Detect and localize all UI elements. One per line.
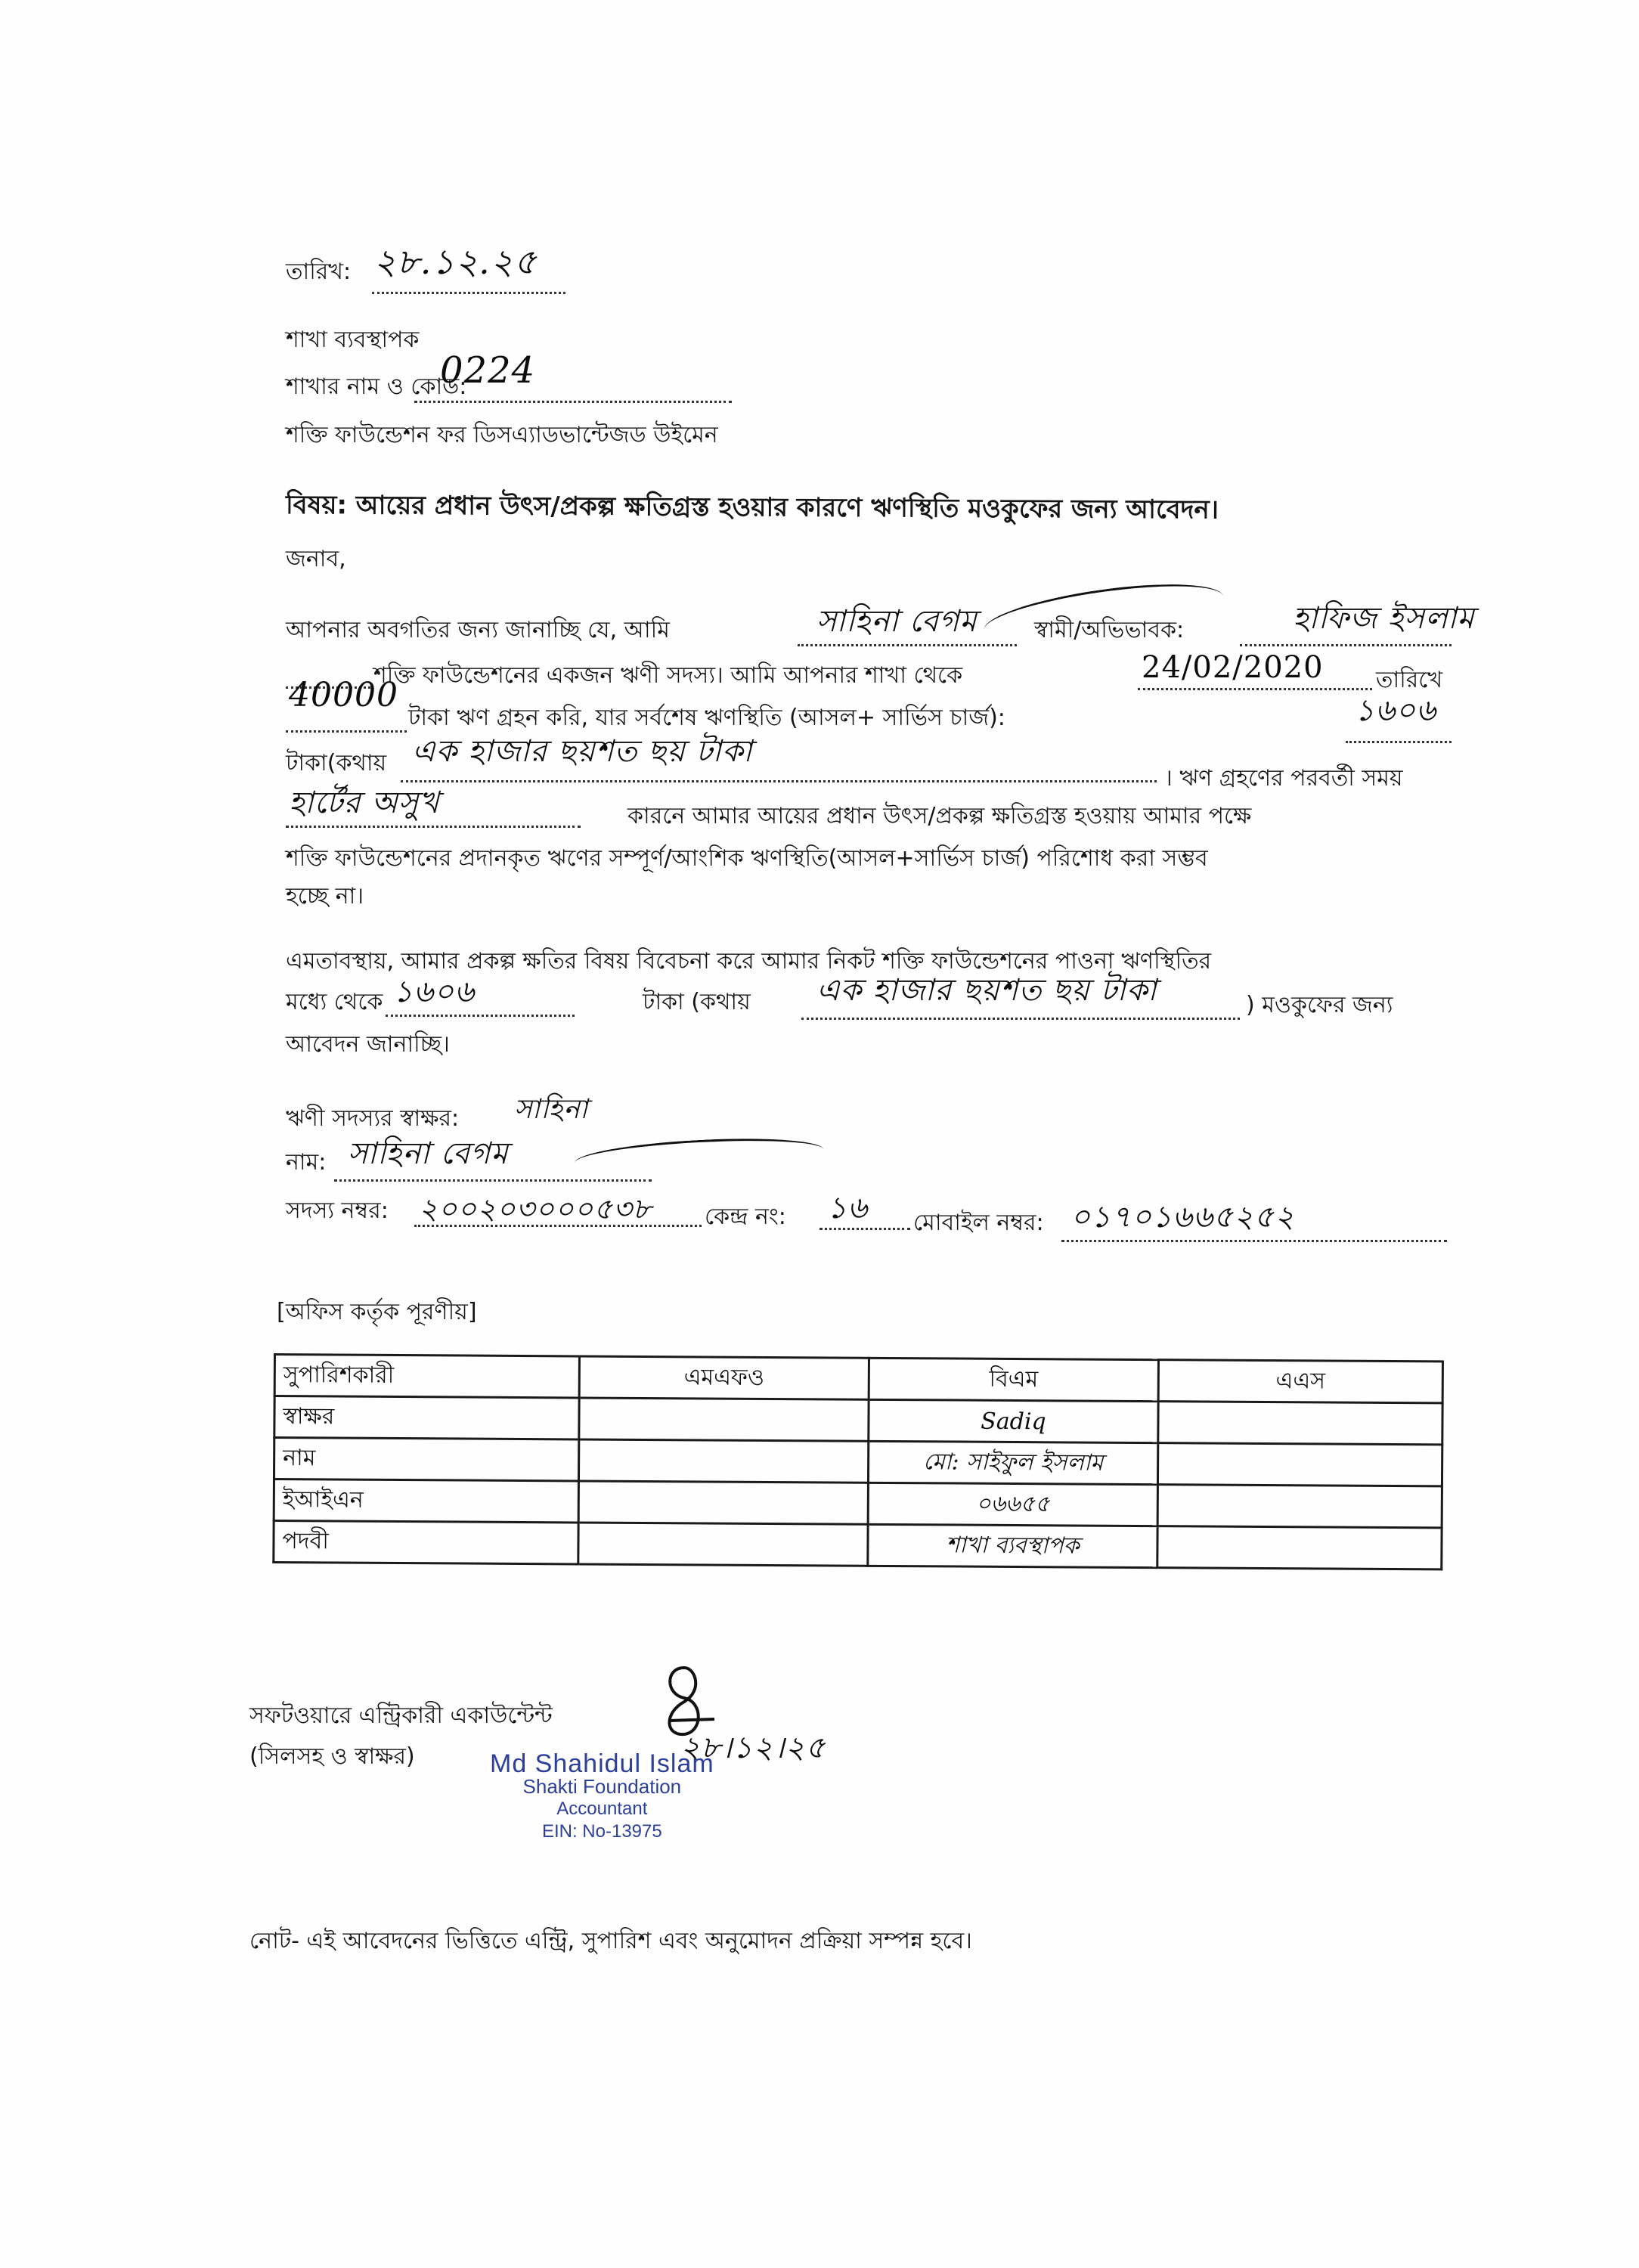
recipient-title: শাখা ব্যবস্থাপক	[286, 327, 420, 353]
mobile-label: মোবাইল নম্বর:	[913, 1210, 1044, 1236]
header-bm: বিএম	[869, 1358, 1158, 1401]
seal-signature-label: (সিলসহ ও স্বাক্ষর)	[249, 1743, 415, 1770]
waiver-amount-dots	[386, 1015, 575, 1017]
footer-note: নোট- এই আবেদনের ভিত্তিতে এন্ট্রি, সুপারিশ এবং অনুমোদন প্রক্রিয়া সম্পন্ন হবে।	[249, 1928, 972, 1954]
stamp-ein: EIN: No-13975	[541, 1821, 662, 1842]
cell-mfo-ein	[578, 1481, 868, 1524]
p1-reason-text: কারনে আমার আয়ের প্রধান উৎস/প্রকল্প ক্ষতিগ্রস্ত হওয়ায় আমার পক্ষে	[627, 803, 1252, 829]
member-signature: সাহিনা	[514, 1094, 589, 1125]
table-row	[274, 1479, 1442, 1528]
center-value: ১৬	[827, 1191, 868, 1225]
waiver-words-handwritten: এক হাজার ছয়শত ছয় টাকা	[816, 973, 1157, 1008]
p1-member-text: শক্তি ফাউন্ডেশনের একজন ঋণী সদস্য। আমি আপনার শাখা থেকে	[373, 662, 963, 689]
organization-name: শক্তি ফাউন্ডেশন ফর ডিসএ্যাডভান্টেজড উইমেন	[286, 422, 718, 448]
table-row	[274, 1521, 1442, 1569]
p1-after-words: । ঋণ গ্রহণের পরবর্তী সময়	[1164, 765, 1403, 792]
p2-after: ) মওকুফের জন্য	[1246, 992, 1393, 1018]
loan-amount-handwritten: 40000	[289, 676, 398, 714]
table-row	[274, 1396, 1442, 1445]
date-dotted-line	[372, 292, 565, 294]
office-section-title: [অফিস কর্তৃক পূরণীয়]	[277, 1299, 477, 1325]
p2-taka: টাকা (কথায়	[643, 989, 751, 1015]
cell-bm-signature: Sadiq	[869, 1399, 1158, 1442]
center-dots	[820, 1228, 910, 1230]
member-no-value: ২০০২০৩০০০৫৩৮	[419, 1192, 652, 1225]
branch-dotted-line	[414, 401, 732, 403]
member-name-handwritten: সাহিনা বেগম	[816, 604, 978, 639]
member-name-value-dots	[334, 1179, 652, 1182]
guardian-label: স্বামী/অভিভাবক:	[1034, 617, 1185, 643]
row-label-designation: পদবী	[274, 1521, 578, 1564]
cell-bm-designation: শাখা ব্যবস্থাপক	[868, 1524, 1157, 1567]
accountant-stamp	[490, 1749, 714, 1843]
cell-bm-name: মো: সাইফুল ইসলাম	[868, 1441, 1157, 1484]
outstanding-handwritten: ১৬০৬	[1355, 693, 1436, 728]
reason-dots	[286, 826, 581, 828]
date-value: ২৮.১২.২৫	[373, 241, 538, 282]
reason-handwritten: হার্টের অসুখ	[289, 785, 440, 820]
waiver-amount-handwritten: ১৬০৬	[393, 974, 475, 1009]
mobile-dots	[1061, 1240, 1447, 1242]
member-no-dots	[414, 1225, 702, 1227]
cell-mfo-designation	[578, 1523, 868, 1566]
table-header-row	[274, 1355, 1442, 1403]
table-row	[274, 1438, 1442, 1486]
branch-code: 0224	[440, 349, 536, 392]
member-no-label: সদস্য নম্বর:	[286, 1198, 389, 1224]
stamp-name: Md Shahidul Islam	[490, 1749, 714, 1778]
header-recommender: সুপারিশকারী	[274, 1355, 579, 1398]
in-words-dots	[401, 780, 1157, 782]
member-name-dots	[798, 644, 1017, 646]
stamp-role: Accountant	[556, 1799, 648, 1819]
row-label-name: নাম	[274, 1438, 578, 1481]
cell-as-name	[1157, 1443, 1442, 1486]
subject-line: বিষয়: আয়ের প্রধান উৎস/প্রকল্প ক্ষতিগ্রস্ত হওয়ার কারণে ঋণস্থিতি মওকুফের জন্য আবেদন।	[285, 490, 1219, 525]
stamp-organization: Shakti Foundation	[522, 1775, 682, 1798]
header-as: এএস	[1158, 1360, 1442, 1403]
accountant-label: সফটওয়ারে এন্ট্রিকারী একাউন্টেন্ট	[249, 1703, 553, 1729]
guardian-dots	[1240, 644, 1452, 646]
center-label: কেন্দ্র নং:	[705, 1204, 786, 1230]
date-suffix: তারিখে	[1376, 667, 1443, 693]
loan-amount-dots	[286, 730, 407, 733]
row-label-ein: ইআইএন	[274, 1479, 578, 1523]
cell-as-designation	[1157, 1526, 1442, 1569]
in-words-label: টাকা(কথায়	[286, 750, 387, 776]
member-name-label: নাম:	[286, 1149, 327, 1176]
header-mfo: এমএফও	[579, 1356, 869, 1399]
cell-bm-ein: ০৬৬৫৫	[868, 1483, 1157, 1526]
outstanding-dots	[1346, 741, 1452, 743]
cell-as-signature	[1158, 1402, 1442, 1445]
row-label-signature: স্বাক্ষর	[274, 1396, 579, 1439]
cell-mfo-name	[578, 1439, 868, 1483]
p1-line6: হচ্ছে না।	[286, 883, 364, 909]
cell-mfo-signature	[579, 1398, 869, 1441]
salutation: জনাব,	[286, 546, 346, 572]
member-name-value: সাহিনা বেগম	[348, 1136, 509, 1171]
loan-date-handwritten: 24/02/2020	[1142, 650, 1324, 685]
office-recommendation-table	[272, 1353, 1444, 1570]
loan-date-dots	[1138, 688, 1372, 690]
branch-label: শাখার নাম ও কোড:	[286, 373, 467, 400]
p2-line3: আবেদন জানাচ্ছি।	[286, 1031, 450, 1058]
guardian-handwritten: হাফিজ ইসলাম	[1293, 601, 1475, 636]
accountant-signature-date: ২৮।১২।২৫	[680, 1730, 826, 1765]
in-words-handwritten: এক হাজার ছয়শত ছয় টাকা	[412, 734, 753, 769]
p1-loan-text: টাকা ঋণ গ্রহন করি, যার সর্বশেষ ঋণস্থিতি (আসল+ সার্ভিস চার্জ):	[408, 705, 1005, 731]
waiver-words-dots	[801, 1018, 1240, 1020]
p1-intro: আপনার অবগতির জন্য জানাচ্ছি যে, আমি	[286, 617, 670, 643]
cell-as-ein	[1157, 1485, 1442, 1528]
date-label: তারিখ:	[286, 259, 352, 285]
p2-line1: এমতাবস্থায়, আমার প্রকল্প ক্ষতির বিষয় বিবেচনা করে আমার নিকট শক্তি ফাউন্ডেশনের পাওনা ঋণস্থিতির	[286, 948, 1212, 974]
p1-line5: শক্তি ফাউন্ডেশনের প্রদানকৃত ঋণের সম্পূর্ণ/আংশিক ঋণস্থিতি(আসল+সার্ভিস চার্জ) পরিশোধ করা সম্ভব	[286, 845, 1208, 872]
p2-from: মধ্যে থেকে	[286, 989, 383, 1015]
mobile-value: ০১৭০১৬৬৫২৫২	[1070, 1200, 1295, 1235]
name-flourish	[574, 1133, 825, 1179]
member-signature-label: ঋণী সদস্যর স্বাক্ষর:	[286, 1105, 460, 1132]
